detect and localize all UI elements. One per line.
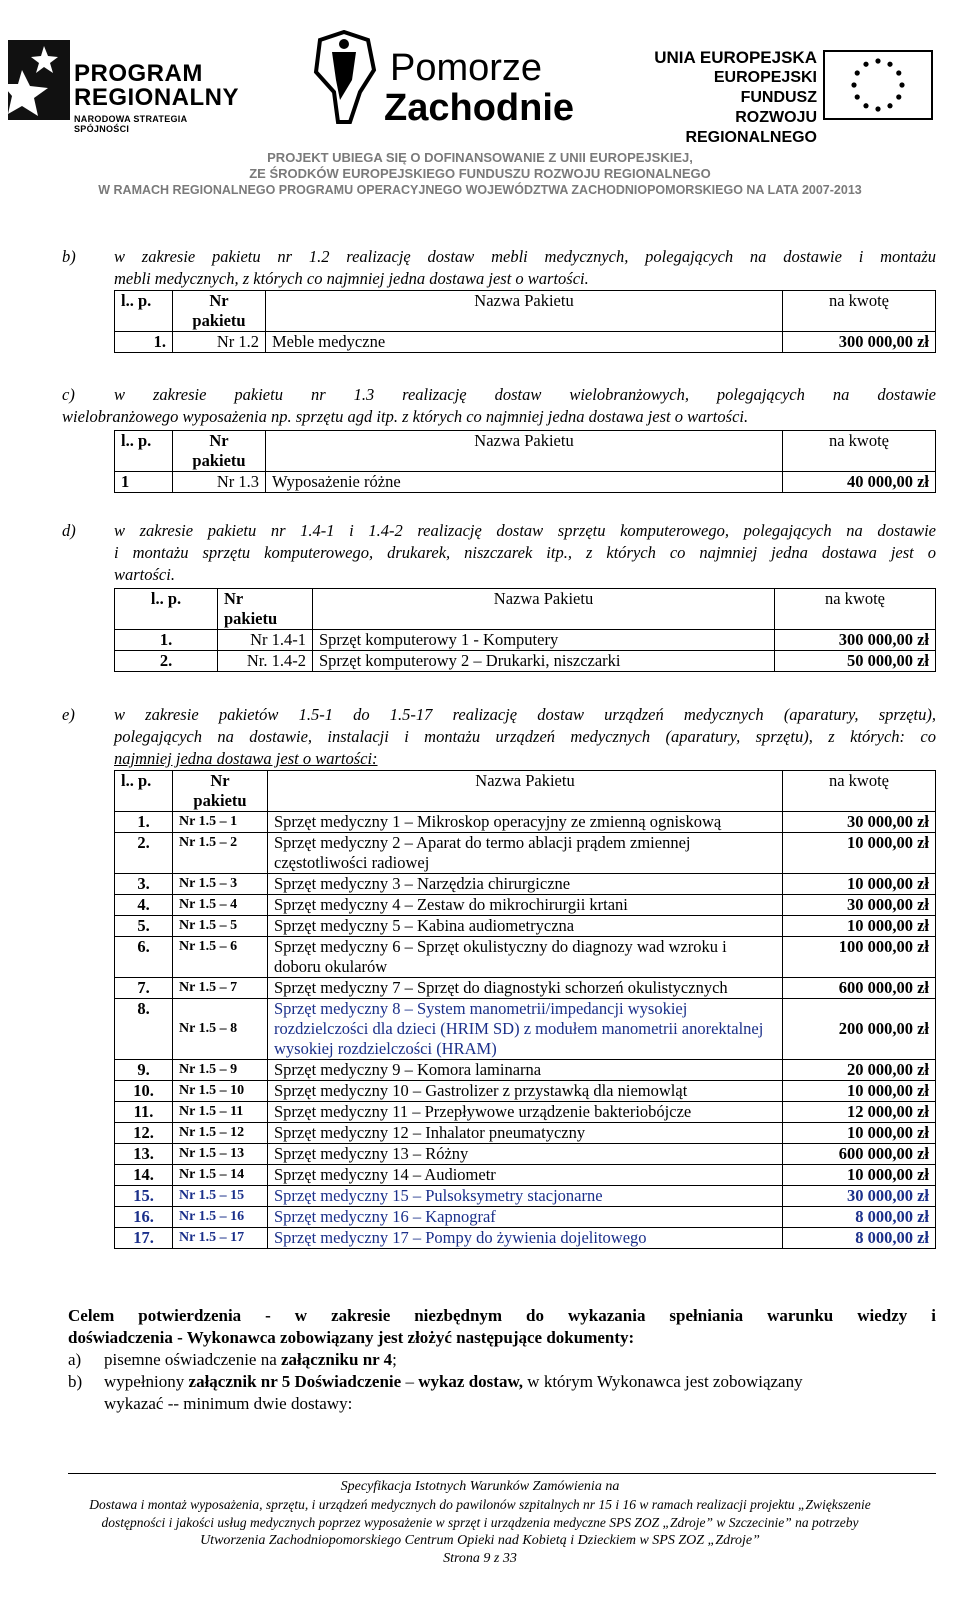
table-row: [115, 1081, 936, 1102]
footer-line1: Specyfikacja Istotnych Warunków Zamówienia na: [340, 1479, 620, 1494]
section-d-line2: i montażu sprzętu komputerowego, drukarek, niszczarek itp., z których co najmniej jedna dostawa jest o: [114, 543, 936, 562]
closing-b-text3: w którym Wykonawca jest zobowiązany: [523, 1372, 803, 1391]
row-name: Meble medyczne: [266, 332, 783, 353]
row-nr: Nr 1.5 – 5: [173, 916, 268, 937]
row-amount: 600 000,00 zł: [783, 1144, 936, 1165]
table-d: [114, 588, 936, 672]
header-name: Nazwa Pakietu: [268, 771, 783, 812]
row-lp: 1.: [115, 812, 173, 833]
row-nr: Nr 1.5 – 15: [173, 1186, 268, 1207]
row-name: Sprzęt medyczny 3 – Narzędzia chirurgiczne: [268, 874, 783, 895]
row-lp: 4.: [115, 895, 173, 916]
eu-star-icon: [875, 106, 880, 111]
table-row: [115, 937, 936, 978]
header-lp: l.. p.: [115, 291, 173, 332]
row-amount: 10 000,00 zł: [783, 1081, 936, 1102]
eu-star-icon: [855, 94, 860, 99]
row-nr: Nr 1.5 – 7: [173, 978, 268, 999]
row-nr: Nr 1.3: [173, 472, 266, 493]
header-lp: l.. p.: [115, 431, 173, 472]
eu-star-icon: [899, 82, 904, 87]
row-name: Sprzęt medyczny 16 – Kapnograf: [268, 1207, 783, 1228]
page-number: Strona 9 z 33: [443, 1551, 517, 1566]
row-lp: 1.: [115, 332, 173, 353]
eu-star-icon: [855, 70, 860, 75]
row-name: Sprzęt medyczny 10 – Gastrolizer z przystawką dla niemowląt: [268, 1081, 783, 1102]
row-lp: 9.: [115, 1060, 173, 1081]
pomorze-zachodnie-logo: [310, 30, 575, 129]
row-lp: 2.: [115, 833, 173, 874]
row-amount: 10 000,00 zł: [783, 916, 936, 937]
closing-b-text2: –: [401, 1372, 419, 1391]
logo-left-line3: NARODOWA STRATEGIA SPÓJNOŚCI: [74, 114, 188, 134]
header-nr: Nr pakietu: [173, 291, 266, 332]
row-amount: 40 000,00 zł: [783, 472, 936, 493]
closing-item-b: [68, 1371, 936, 1415]
footer-rule: [68, 1473, 936, 1474]
footer-line3: dostępności i jakości usług medycznych poprzez wyposażenie w sprzęt i urządzenia medyczne SPS ZOZ „Zdroje” w Szczecinie” na potrzeby: [101, 1515, 859, 1530]
header-name: Nazwa Pakietu: [266, 431, 783, 472]
row-lp: 15.: [115, 1186, 173, 1207]
section-e-line1: w zakresie pakietów 1.5-1 do 1.5-17 realizację dostaw urządzeń medycznych (aparatury, sprzętu),: [114, 705, 936, 724]
row-name: Sprzęt medyczny 17 – Pompy do żywienia dojelitowego: [268, 1228, 783, 1249]
section-d-line1: w zakresie pakietu nr 1.4-1 i 1.4-2 realizację dostaw sprzętu komputerowego, polegających na dostawie: [114, 521, 936, 540]
closing-b-bold1: załącznik nr 5 Doświadczenie: [188, 1372, 402, 1391]
table-row: [115, 630, 936, 651]
section-e-line2: polegających na dostawie, instalacji i montażu urządzeń medycznych (aparatury, sprzętu), z których: co: [114, 727, 936, 746]
row-lp: 11.: [115, 1102, 173, 1123]
closing-b-line2: wykazać -- minimum dwie dostawy:: [104, 1394, 353, 1413]
table-row: [115, 874, 936, 895]
row-name: Sprzęt medyczny 12 – Inhalator pneumatyczny: [268, 1123, 783, 1144]
header-amount: na kwotę: [783, 291, 936, 332]
row-lp: 1.: [115, 630, 218, 651]
eu-star-icon: [851, 82, 856, 87]
header-amount: na kwotę: [775, 589, 936, 630]
closing-paragraph: [68, 1305, 936, 1415]
row-nr: Nr. 1.4-2: [218, 651, 313, 672]
section-e-text: [62, 704, 936, 770]
row-lp: 8.: [115, 999, 173, 1060]
row-lp: 3.: [115, 874, 173, 895]
table-row: [115, 916, 936, 937]
row-lp: 2.: [115, 651, 218, 672]
eu-star-icon: [863, 62, 868, 67]
table-row: [115, 978, 936, 999]
logo-right-line2: EUROPEJSKI FUNDUSZ: [713, 69, 817, 106]
table-row: [115, 999, 936, 1060]
section-c-line1: w zakresie pakietu nr 1.3 realizację dostaw wielobranżowych, polegających na dostawie: [114, 385, 936, 404]
table-row: [115, 1060, 936, 1081]
logo-right-line1: UNIA EUROPEJSKA: [654, 48, 817, 67]
table-row: [115, 332, 936, 353]
logo-right-line3: ROZWOJU REGIONALNEGO: [685, 109, 817, 146]
table-e: [114, 770, 936, 1249]
footer-line4: Utworzenia Zachodniopomorskiego Centrum Opieki nad Kobietą i Dzieckiem w SPS ZOZ „Zdroje”: [200, 1533, 760, 1548]
section-e-line3: najmniej jedna dostawa jest o wartości:: [114, 749, 378, 768]
row-nr: Nr 1.5 – 1: [173, 812, 268, 833]
section-d-label: d): [62, 521, 76, 540]
row-lp: 1: [115, 472, 173, 493]
row-nr: Nr 1.5 – 13: [173, 1144, 268, 1165]
logo-left-line1: PROGRAM: [74, 60, 203, 87]
eu-flag-icon: [823, 50, 933, 120]
row-amount: 10 000,00 zł: [783, 1165, 936, 1186]
row-amount: 30 000,00 zł: [783, 812, 936, 833]
row-nr: Nr 1.5 – 11: [173, 1102, 268, 1123]
table-row: [115, 1186, 936, 1207]
row-lp: 10.: [115, 1081, 173, 1102]
row-nr: Nr 1.5 – 17: [173, 1228, 268, 1249]
table-row: [115, 1228, 936, 1249]
project-info: [0, 150, 960, 198]
closing-b-text1: wypełniony: [104, 1372, 189, 1391]
header-nr: Nr pakietu: [218, 589, 313, 630]
closing-a-bold: załączniku nr 4: [281, 1350, 393, 1369]
row-name: Sprzęt medyczny 13 – Różny: [268, 1144, 783, 1165]
row-amount: 20 000,00 zł: [783, 1060, 936, 1081]
row-lp: 6.: [115, 937, 173, 978]
row-amount: 10 000,00 zł: [783, 874, 936, 895]
closing-a-text2: ;: [392, 1350, 397, 1369]
section-b-line2: mebli medycznych, z których co najmniej jedna dostawa jest o wartości.: [114, 269, 589, 288]
table-c: [114, 430, 936, 493]
eu-star-icon: [896, 70, 901, 75]
table-row: [115, 1207, 936, 1228]
closing-item-a: [68, 1349, 936, 1371]
row-name: Sprzęt medyczny 14 – Audiometr: [268, 1165, 783, 1186]
project-line2: ZE ŚRODKÓW EUROPEJSKIEGO FUNDUSZU ROZWOJU REGIONALNEGO: [249, 166, 711, 181]
row-amount: 100 000,00 zł: [783, 937, 936, 978]
row-amount: 8 000,00 zł: [783, 1228, 936, 1249]
closing-line1: Celem potwierdzenia - w zakresie niezbędnym do wykazania spełniania warunku wiedzy i: [68, 1306, 936, 1325]
table-row: [115, 1123, 936, 1144]
row-name: Sprzęt medyczny 15 – Pulsoksymetry stacjonarne: [268, 1186, 783, 1207]
row-name: Sprzęt medyczny 1 – Mikroskop operacyjny ze zmienną ogniskową: [268, 812, 783, 833]
row-nr: Nr 1.5 – 9: [173, 1060, 268, 1081]
section-c-label: c): [62, 385, 75, 404]
row-nr: Nr 1.5 – 3: [173, 874, 268, 895]
row-amount: 300 000,00 zł: [775, 630, 936, 651]
logo-left-line2: REGIONALNY: [74, 84, 240, 111]
footer: [20, 1478, 940, 1568]
section-c-line2: wielobranżowego wyposażenia np. sprzętu agd itp. z których co najmniej jedna dostawa jest o wartości.: [62, 407, 749, 426]
table-row: [115, 812, 936, 833]
footer-line2: Dostawa i montaż wyposażenia, sprzętu, i urządzeń medycznych do pawilonów szpitalnych nr 15 i 16 w ramach realizacji projektu „Zwiększenie: [89, 1497, 871, 1512]
row-nr: Nr 1.5 – 8: [173, 999, 268, 1060]
row-name: Sprzęt medyczny 11 – Przepływowe urządzenie bakteriobójcze: [268, 1102, 783, 1123]
row-nr: Nr 1.4-1: [218, 630, 313, 651]
row-name: Sprzęt medyczny 7 – Sprzęt do diagnostyki schorzeń okulistycznych: [268, 978, 783, 999]
row-nr: Nr 1.5 – 16: [173, 1207, 268, 1228]
program-regionalny-logo: [8, 40, 243, 134]
table-b: [114, 290, 936, 353]
row-lp: 14.: [115, 1165, 173, 1186]
table-row: [115, 1165, 936, 1186]
row-amount: 10 000,00 zł: [783, 1123, 936, 1144]
row-nr: Nr 1.5 – 2: [173, 833, 268, 874]
row-nr: Nr 1.5 – 12: [173, 1123, 268, 1144]
header-nr: Nr pakietu: [173, 771, 268, 812]
row-name: Sprzęt medyczny 9 – Komora laminarna: [268, 1060, 783, 1081]
row-nr: Nr 1.5 – 4: [173, 895, 268, 916]
row-name: Sprzęt medyczny 8 – System manometrii/impedancji wysokiej rozdzielczości dla dzieci (HRIM SD) z modułem manometrii anorektalnej wysokiej rozdzielczości (HRAM): [268, 999, 783, 1060]
row-lp: 17.: [115, 1228, 173, 1249]
table-row: [115, 833, 936, 874]
row-name: Sprzęt medyczny 6 – Sprzęt okulistyczny do diagnozy wad wzroku i doboru okularów: [268, 937, 783, 978]
row-nr: Nr 1.2: [173, 332, 266, 353]
row-lp: 16.: [115, 1207, 173, 1228]
row-amount: 300 000,00 zł: [783, 332, 936, 353]
closing-b-label: b): [68, 1372, 83, 1391]
row-amount: 30 000,00 zł: [783, 1186, 936, 1207]
row-amount: 10 000,00 zł: [783, 833, 936, 874]
eu-star-icon: [863, 103, 868, 108]
eu-star-icon: [896, 94, 901, 99]
section-c-text: [62, 384, 936, 428]
table-row: [115, 895, 936, 916]
section-b-label: b): [62, 247, 76, 266]
eu-star-icon: [887, 62, 892, 67]
row-amount: 200 000,00 zł: [783, 999, 936, 1060]
section-d-text: [62, 520, 936, 586]
row-nr: Nr 1.5 – 6: [173, 937, 268, 978]
table-row: [115, 651, 936, 672]
row-name: Sprzęt medyczny 4 – Zestaw do mikrochirurgii krtani: [268, 895, 783, 916]
row-name: Sprzęt medyczny 5 – Kabina audiometryczna: [268, 916, 783, 937]
header-amount: na kwotę: [783, 771, 936, 812]
row-name: Sprzęt komputerowy 2 – Drukarki, niszczarki: [313, 651, 775, 672]
header-name: Nazwa Pakietu: [266, 291, 783, 332]
row-lp: 5.: [115, 916, 173, 937]
eu-star-icon: [887, 103, 892, 108]
closing-b-bold2: wykaz dostaw,: [418, 1372, 524, 1391]
row-amount: 50 000,00 zł: [775, 651, 936, 672]
closing-line2: doświadczenia - Wykonawca zobowiązany jest złożyć następujące dokumenty:: [68, 1328, 635, 1347]
header-name: Nazwa Pakietu: [313, 589, 775, 630]
row-nr: Nr 1.5 – 10: [173, 1081, 268, 1102]
row-name: Sprzęt medyczny 2 – Aparat do termo ablacji prądem zmiennej częstotliwości radiowej: [268, 833, 783, 874]
section-b-text: [62, 246, 936, 290]
row-name: Sprzęt komputerowy 1 - Komputery: [313, 630, 775, 651]
closing-a-label: a): [68, 1350, 82, 1369]
row-amount: 12 000,00 zł: [783, 1102, 936, 1123]
logo-center-line1: Pomorze: [390, 47, 543, 89]
header-nr: Nr pakietu: [173, 431, 266, 472]
row-lp: 12.: [115, 1123, 173, 1144]
project-line1: PROJEKT UBIEGA SIĘ O DOFINANSOWANIE Z UNII EUROPEJSKIEJ,: [267, 150, 693, 165]
project-line3: W RAMACH REGIONALNEGO PROGRAMU OPERACYJNEGO WOJEWÓDZTWA ZACHODNIOPOMORSKIEGO NA LATA 2007-2013: [98, 183, 862, 197]
eu-star-icon: [875, 58, 880, 63]
row-nr: Nr 1.5 – 14: [173, 1165, 268, 1186]
section-b-line1: w zakresie pakietu nr 1.2 realizację dostaw mebli medycznych, polegających na dostawie i montażu: [114, 247, 936, 266]
table-row: [115, 1144, 936, 1165]
row-name: Wyposażenie różne: [266, 472, 783, 493]
star-logo-icon: [8, 40, 70, 120]
griffin-icon: [310, 30, 378, 125]
header-amount: na kwotę: [783, 431, 936, 472]
row-amount: 8 000,00 zł: [783, 1207, 936, 1228]
section-e-label: e): [62, 705, 75, 724]
row-amount: 30 000,00 zł: [783, 895, 936, 916]
section-d-line3: wartości.: [114, 565, 175, 584]
closing-a-text1: pisemne oświadczenie na: [104, 1350, 282, 1369]
header-lp: l.. p.: [115, 589, 218, 630]
row-lp: 7.: [115, 978, 173, 999]
logo-center-line2: Zachodnie: [384, 87, 575, 129]
table-row: [115, 472, 936, 493]
row-amount: 600 000,00 zł: [783, 978, 936, 999]
eu-logo: [637, 48, 937, 146]
table-row: [115, 1102, 936, 1123]
header-lp: l.. p.: [115, 771, 173, 812]
row-lp: 13.: [115, 1144, 173, 1165]
